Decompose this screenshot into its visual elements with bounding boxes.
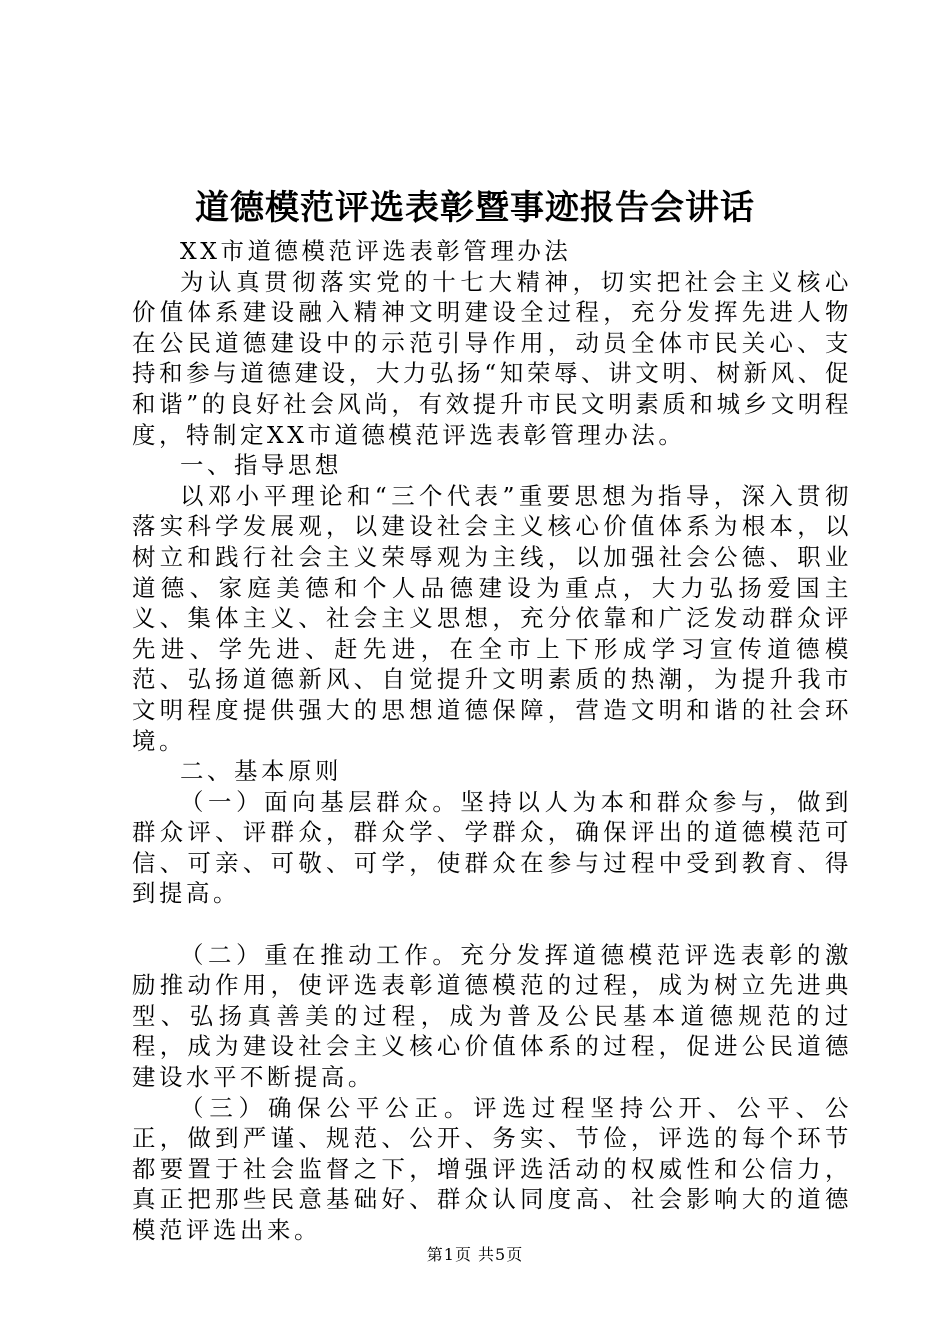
page-footer: 第1页 共5页 <box>426 1245 524 1264</box>
document-body <box>132 236 852 1246</box>
paragraph-doc-name: XX市道德模范评选表彰管理办法 <box>180 237 572 265</box>
paragraph-principle-1: （一）面向基层群众。坚持以人为本和群众参与，做到群众评、评群众，群众学、学群众，确保评出的道德模范可信、可亲、可敬、可学，使群众在参与过程中受到教育、得到提高。 <box>132 787 852 908</box>
section-heading-guiding-thought: 一、指导思想 <box>180 451 342 480</box>
paragraph-guiding-thought: 以邓小平理论和“三个代表”重要思想为指导，深入贯彻落实科学发展观，以建设社会主义核心价值体系为根本，以树立和践行社会主义荣辱观为主线，以加强社会公德、职业道德、家庭美德和个人品德建设为重点，大力弘扬爱国主义、集体主义、社会主义思想，充分依靠和广泛发动群众评先进、学先进、赶先进，在全市上下形成学习宣传道德模范、弘扬道德新风、自觉提升文明素质的热潮，为提升我市文明程度提供强大的思想道德保障，营造文明和谐的社会环境。 <box>132 481 852 755</box>
section-heading-basic-principles: 二、基本原则 <box>180 757 342 786</box>
paragraph-principle-2: （二）重在推动工作。充分发挥道德模范评选表彰的激励推动作用，使评选表彰道德模范的过程，成为树立先进典型、弘扬真善美的过程，成为普及公民基本道德规范的过程，成为建设社会主义核心价值体系的过程，促进公民道德建设水平不断提高。 <box>132 940 852 1092</box>
document-title: 道德模范评选表彰暨事迹报告会讲话 <box>195 188 755 228</box>
paragraph-intro: 为认真贯彻落实党的十七大精神，切实把社会主义核心价值体系建设融入精神文明建设全过程，充分发挥先进人物在公民道德建设中的示范引导作用，动员全体市民关心、支持和参与道德建设，大力弘扬“知荣辱、讲文明、树新风、促和谐”的良好社会风尚，有效提升市民文明素质和城乡文明程度，特制定XX市道德模范评选表彰管理办法。 <box>132 267 852 449</box>
paragraph-principle-3: （三）确保公平公正。评选过程坚持公开、公平、公正，做到严谨、规范、公开、务实、节俭，评选的每个环节都要置于社会监督之下，增强评选活动的权威性和公信力，真正把那些民意基础好、群众认同度高、社会影响大的道德模范评选出来。 <box>132 1093 852 1244</box>
